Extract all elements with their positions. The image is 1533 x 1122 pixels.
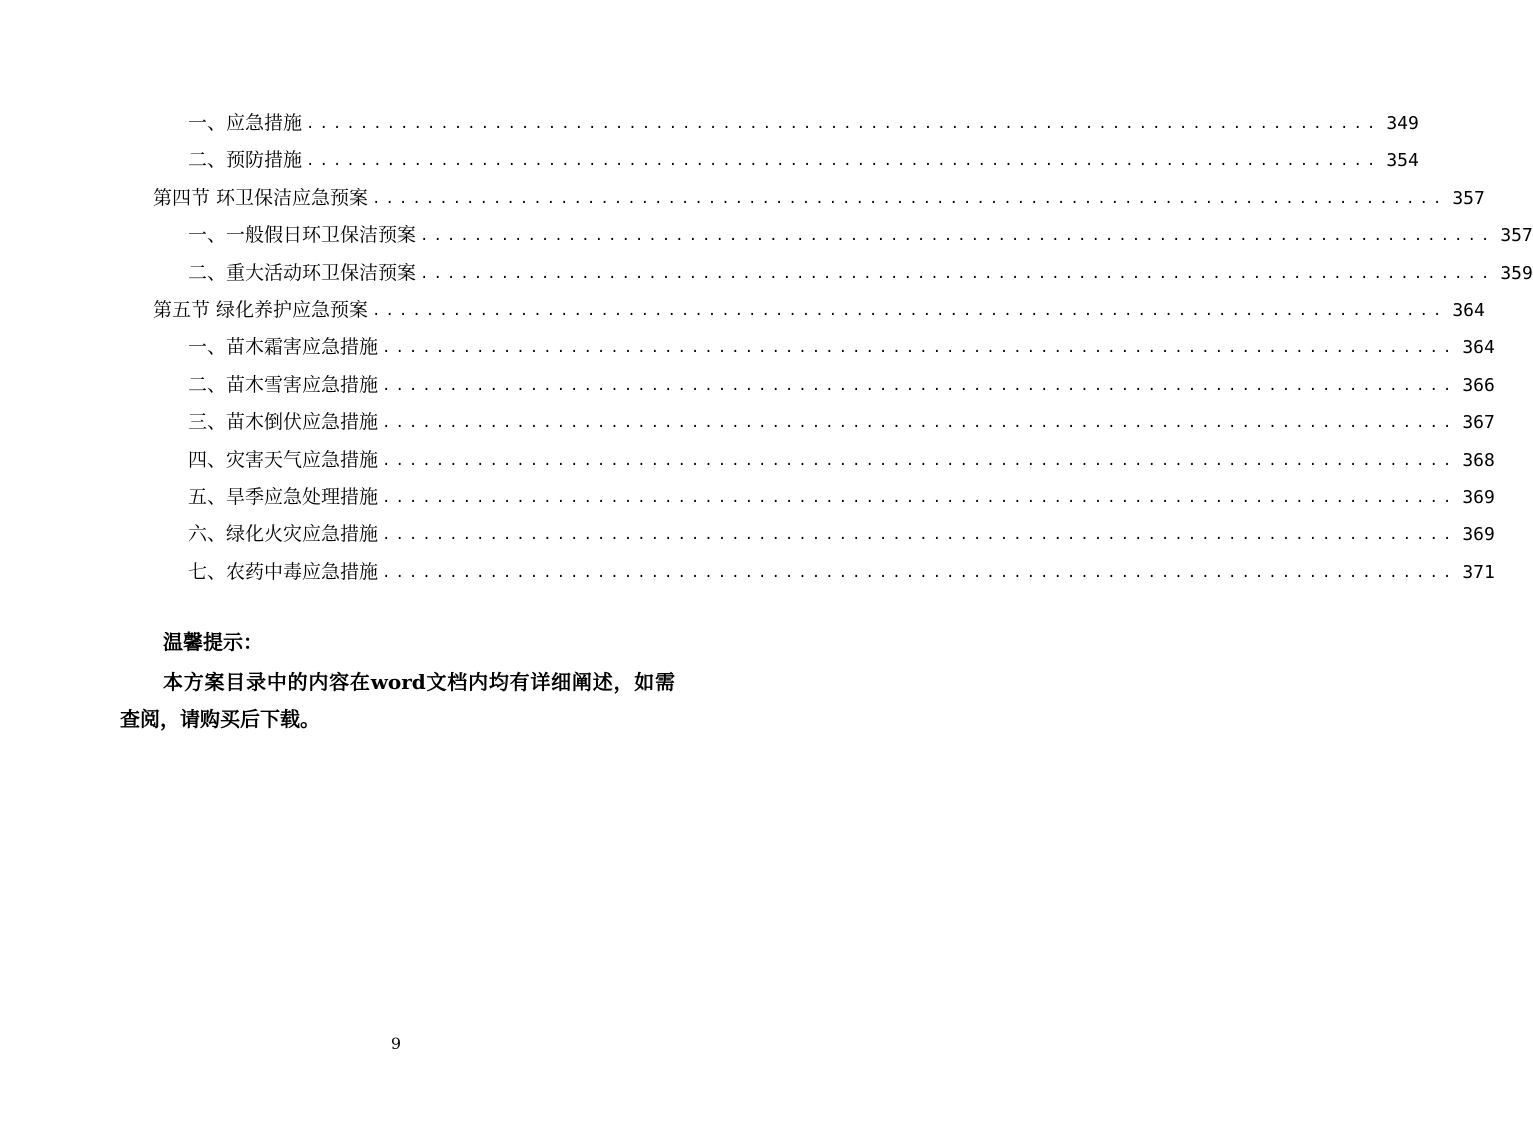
toc-entry-page: 357	[1500, 225, 1533, 247]
notice-title: 温馨提示：	[163, 630, 263, 654]
toc-entry-page: 364	[1452, 300, 1485, 321]
toc-entry-page: 357	[1452, 187, 1485, 209]
toc-entry-title: 六、绿化火灾应急措施	[188, 523, 379, 546]
toc-dot-leader: ................................................................................	[382, 415, 1457, 432]
toc-entry	[188, 365, 1495, 396]
toc-entry-page: 369	[1462, 487, 1495, 508]
toc-dot-leader: ................................................................................	[382, 377, 1457, 394]
toc-dot-leader: ................................................................................	[382, 340, 1457, 357]
toc-entry-title: 第四节 环卫保洁应急预案	[153, 186, 369, 209]
toc-dot-leader: ................................................................................	[372, 190, 1447, 207]
toc-dot-leader: ................................................................................	[372, 303, 1447, 319]
toc-entry-page: 368	[1462, 449, 1495, 471]
toc-entry	[188, 215, 1533, 247]
toc-entry	[188, 477, 1495, 508]
toc-entry-page: 369	[1462, 524, 1495, 546]
toc-entry-title: 一、苗木霜害应急措施	[188, 336, 379, 359]
toc-entry-title: 第五节 绿化养护应急预案	[153, 299, 369, 321]
toc-entry	[188, 402, 1495, 434]
toc-entry-title: 二、预防措施	[188, 149, 303, 172]
toc-entry-page: 366	[1462, 374, 1495, 396]
toc-dot-leader: ................................................................................	[382, 527, 1457, 544]
toc-dot-leader: ................................................................................	[306, 153, 1381, 170]
toc-dot-leader: ................................................................................	[382, 452, 1457, 469]
toc-entry	[188, 327, 1495, 359]
toc-entry	[188, 103, 1419, 134]
toc-entry	[188, 253, 1533, 284]
toc-entry-page: 371	[1462, 561, 1495, 583]
toc-dot-leader: ................................................................................	[382, 490, 1457, 506]
toc-entry-title: 二、重大活动环卫保洁预案	[188, 261, 417, 284]
toc-entry	[188, 514, 1495, 546]
toc-entry-page: 359	[1500, 262, 1533, 284]
toc-entry-title: 一、应急措施	[188, 112, 303, 134]
toc-entry-page: 354	[1386, 150, 1419, 172]
toc-entry	[188, 140, 1419, 172]
toc-entry-title: 五、旱季应急处理措施	[188, 486, 379, 508]
toc-dot-leader: ................................................................................	[306, 116, 1381, 132]
toc-entry-title: 一、一般假日环卫保洁预案	[188, 224, 417, 247]
toc-entry-page: 367	[1462, 412, 1495, 434]
toc-entry-page: 364	[1462, 337, 1495, 359]
toc-dot-leader: ................................................................................	[382, 564, 1457, 581]
toc-entry	[153, 290, 1485, 321]
page-number: 9	[390, 1034, 402, 1053]
toc-dot-leader: ................................................................................	[420, 228, 1495, 245]
toc-entry-page: 349	[1386, 113, 1419, 134]
toc-entry	[188, 440, 1495, 471]
toc-entry	[153, 178, 1485, 209]
toc-entry-title: 二、苗木雪害应急措施	[188, 373, 379, 396]
toc-entry-title: 三、苗木倒伏应急措施	[188, 411, 379, 434]
toc-entry	[188, 552, 1495, 583]
toc-dot-leader: ................................................................................	[420, 265, 1495, 282]
notice-body: 本方案目录中的内容在word文档内均有详细阐述，如需查阅，请购买后下载。	[120, 670, 675, 731]
toc-entry-title: 四、灾害天气应急措施	[188, 448, 379, 471]
toc-entry-title: 七、农药中毒应急措施	[188, 560, 379, 583]
